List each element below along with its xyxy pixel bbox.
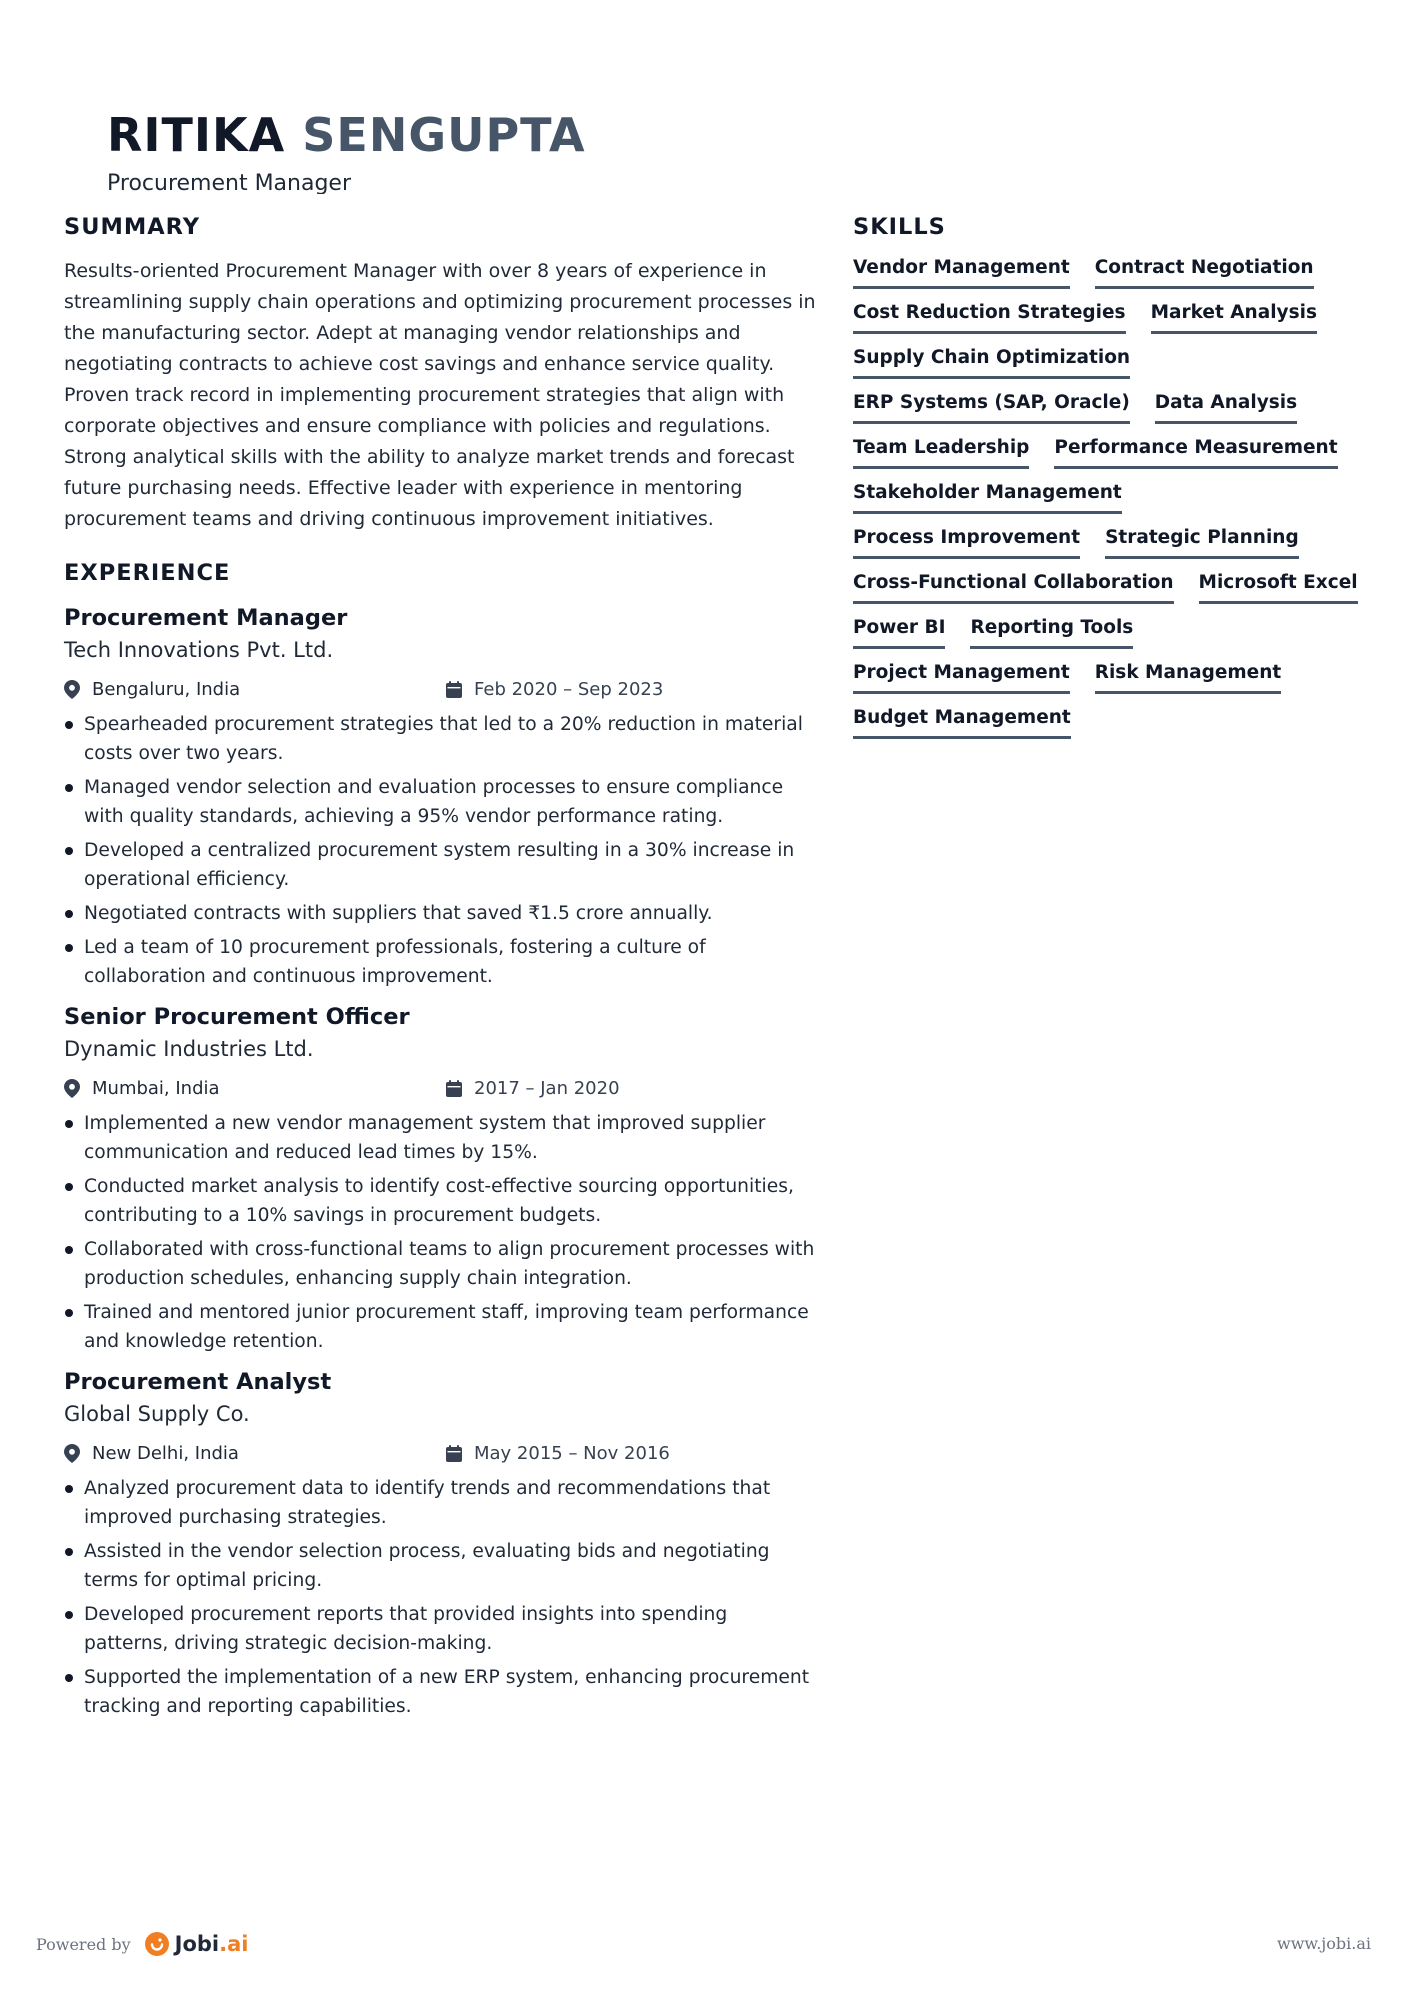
skill-tag: Data Analysis — [1155, 391, 1297, 424]
summary-text: Results-oriented Procurement Manager with over 8 years of experience in streamlining supply chain operations and optimizing procurement processes in the manufacturing sector. Adept at managing vendor relationships and negotiating contracts to achieve cost savings and enhance service quality. Proven track record in implementing procurement strategies that align with corporate objectives and ensure compliance with policies and regulations. Strong analytical skills with the ability to analyze market trends and forecast future purchasing needs. Effective leader with experience in mentoring procurement teams and driving continuous improvement initiatives. — [64, 260, 816, 530]
dates-text: Feb 2020 – Sep 2023 — [474, 678, 664, 700]
skill-tag: Cross-Functional Collaboration — [853, 571, 1174, 604]
dates-text: May 2015 – Nov 2016 — [474, 1442, 670, 1464]
resume-header — [107, 108, 807, 194]
job-bullet: Collaborated with cross-functional teams to align procurement processes with production schedules, enhancing supply chain integration. — [64, 1235, 816, 1293]
job-list — [64, 602, 816, 1721]
job-bullet: Assisted in the vendor selection process, evaluating bids and negotiating terms for optimal pricing. — [64, 1537, 816, 1595]
job-bullet: Trained and mentored junior procurement staff, improving team performance and knowledge retention. — [64, 1298, 816, 1356]
job-meta — [64, 1071, 816, 1105]
brand-main: Jobi — [174, 1932, 220, 1956]
location-pin-icon — [64, 1079, 80, 1098]
brand-suffix: .ai — [219, 1932, 249, 1956]
skill-tag: Vendor Management — [853, 256, 1070, 289]
skill-tag: Stakeholder Management — [853, 481, 1122, 514]
job-location — [64, 1443, 446, 1464]
job-bullet: Spearheaded procurement strategies that led to a 20% reduction in material costs over two years. — [64, 710, 816, 768]
summary-heading: SUMMARY — [64, 214, 201, 240]
job-entry — [64, 1366, 816, 1721]
calendar-icon — [446, 1080, 462, 1097]
skill-tag: Process Improvement — [853, 526, 1080, 559]
skill-tag: Performance Measurement — [1054, 436, 1337, 469]
location-pin-icon — [64, 680, 80, 699]
job-bullets — [64, 1109, 816, 1356]
job-dates — [446, 1443, 670, 1464]
job-location — [64, 679, 446, 700]
powered-by-text: Powered by — [36, 1934, 131, 1954]
jobi-logo[interactable] — [145, 1932, 249, 1956]
job-meta — [64, 1436, 816, 1470]
right-column — [853, 212, 1373, 739]
skill-tag: Contract Negotiation — [1095, 256, 1314, 289]
experience-section — [64, 558, 816, 1721]
company-name: Dynamic Industries Ltd. — [64, 1037, 314, 1061]
job-title: Procurement Analyst — [64, 1369, 332, 1395]
calendar-icon — [446, 1445, 462, 1462]
company-name: Tech Innovations Pvt. Ltd. — [64, 638, 334, 662]
left-column — [64, 212, 816, 1731]
skill-tag: Reporting Tools — [970, 616, 1133, 649]
skill-tag: Team Leadership — [853, 436, 1029, 469]
job-bullet: Supported the implementation of a new ERP system, enhancing procurement tracking and reporting capabilities. — [64, 1663, 816, 1721]
job-bullet: Developed procurement reports that provided insights into spending patterns, driving strategic decision-making. — [64, 1600, 816, 1658]
job-entry — [64, 1001, 816, 1356]
job-dates — [446, 679, 663, 700]
job-location — [64, 1078, 446, 1099]
job-dates — [446, 1078, 620, 1099]
job-meta — [64, 672, 816, 706]
skills-heading: SKILLS — [853, 214, 946, 240]
job-bullets — [64, 710, 816, 991]
footer-branding — [36, 1932, 248, 1956]
job-bullet: Analyzed procurement data to identify trends and recommendations that improved purchasing strategies. — [64, 1474, 816, 1532]
location-text: Mumbai, India — [92, 1077, 220, 1099]
last-name: SENGUPTA — [302, 108, 586, 162]
job-bullet: Implemented a new vendor management system that improved supplier communication and reduced lead times by 15%. — [64, 1109, 816, 1167]
job-bullet: Led a team of 10 procurement professionals, fostering a culture of collaboration and continuous improvement. — [64, 933, 816, 991]
experience-heading: EXPERIENCE — [64, 560, 231, 586]
location-text: New Delhi, India — [92, 1442, 239, 1464]
company-name: Global Supply Co. — [64, 1402, 250, 1426]
first-name: RITIKA — [107, 108, 286, 162]
skill-tag: Cost Reduction Strategies — [853, 301, 1126, 334]
skill-tag: Risk Management — [1095, 661, 1282, 694]
skill-tag: Market Analysis — [1151, 301, 1317, 334]
job-bullet: Conducted market analysis to identify cost-effective sourcing opportunities, contributing to a 10% savings in procurement budgets. — [64, 1172, 816, 1230]
summary-section — [64, 212, 816, 535]
job-bullet: Developed a centralized procurement system resulting in a 30% increase in operational efficiency. — [64, 836, 816, 894]
job-subtitle: Procurement Manager — [107, 171, 351, 194]
skill-tag: Strategic Planning — [1105, 526, 1299, 559]
jobi-logo-icon — [145, 1932, 169, 1956]
skills-list — [853, 256, 1373, 739]
skill-tag: Budget Management — [853, 706, 1071, 739]
location-text: Bengaluru, India — [92, 678, 241, 700]
calendar-icon — [446, 681, 462, 698]
job-title: Senior Procurement Officer — [64, 1004, 410, 1030]
skill-tag: ERP Systems (SAP, Oracle) — [853, 391, 1130, 424]
skill-tag: Supply Chain Optimization — [853, 346, 1130, 379]
jobi-brand-text — [175, 1932, 249, 1956]
dates-text: 2017 – Jan 2020 — [474, 1077, 620, 1099]
job-title: Procurement Manager — [64, 605, 348, 631]
location-pin-icon — [64, 1444, 80, 1463]
job-bullet: Managed vendor selection and evaluation processes to ensure compliance with quality standards, achieving a 95% vendor performance rating. — [64, 773, 816, 831]
skill-tag: Microsoft Excel — [1199, 571, 1358, 604]
candidate-name — [107, 108, 807, 163]
job-entry — [64, 602, 816, 991]
footer-website-link[interactable]: www.jobi.ai — [1277, 1934, 1371, 1953]
job-bullets — [64, 1474, 816, 1721]
skill-tag: Project Management — [853, 661, 1070, 694]
job-bullet: Negotiated contracts with suppliers that saved ₹1.5 crore annually. — [64, 899, 816, 928]
skill-tag: Power BI — [853, 616, 945, 649]
